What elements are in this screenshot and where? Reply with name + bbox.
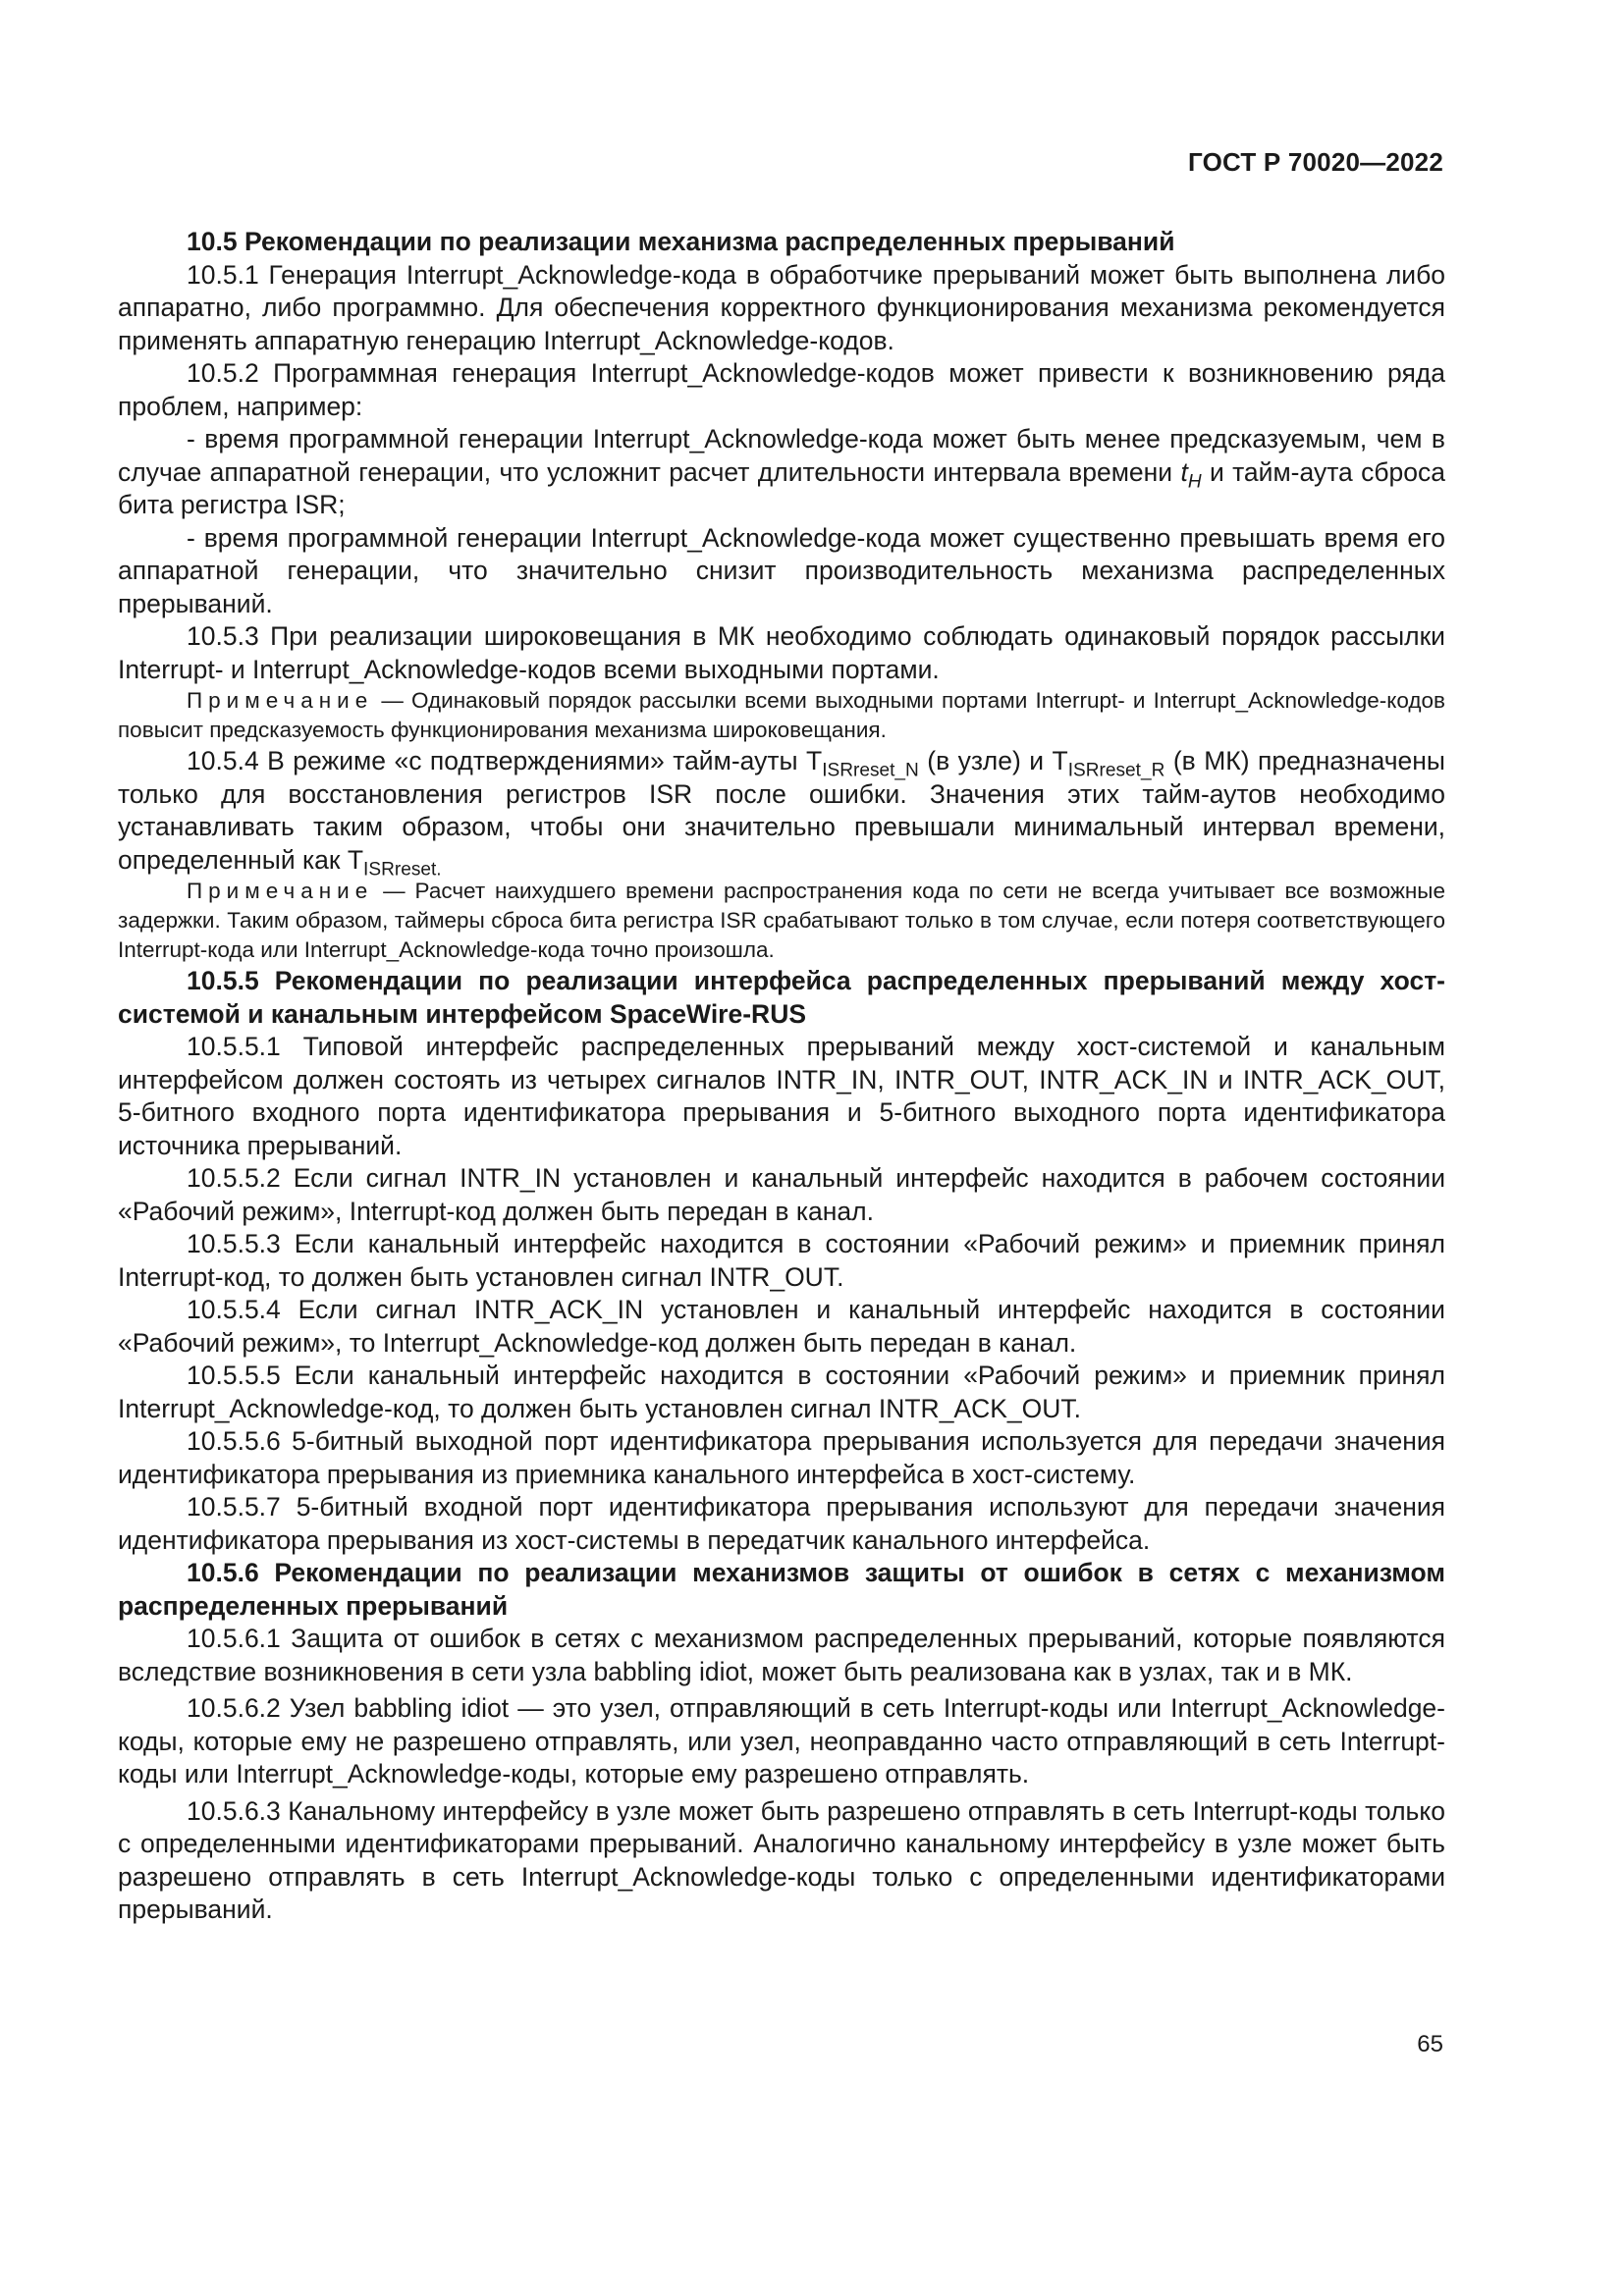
- paragraph-10-5-2: 10.5.2 Программная генерация Interrupt_Acknowledge-кодов может привести к возникновению ряда проблем, например:: [118, 358, 1445, 421]
- paragraph-10-5-5-2: 10.5.5.2 Если сигнал INTR_IN установлен и канальный интерфейс находится в рабочем состоянии «Рабочий режим», Interrupt-код должен быть передан в канал.: [118, 1163, 1445, 1226]
- document-body: [118, 226, 1445, 1927]
- section-title-10-5-6: 10.5.6 Рекомендации по реализации механизмов защиты от ошибок в сетях с механизмом распределенных прерываний: [118, 1558, 1445, 1621]
- note-label: Примечание: [187, 688, 374, 713]
- paragraph-10-5-6-1: 10.5.6.1 Защита от ошибок в сетях с механизмом распределенных прерываний, которые появляются вследствие возникновения в сети узла babbling idiot, может быть реализована как в узлах, так и в МК.: [118, 1624, 1445, 1686]
- paragraph-10-5-5-3: 10.5.5.3 Если канальный интерфейс находится в состоянии «Рабочий режим» и приемник принял Interrupt-код, то должен быть установлен сигнал INTR_OUT.: [118, 1229, 1445, 1292]
- list-item-10-5-2-2: - время программной генерации Interrupt_Acknowledge-кода может существенно превышать время его аппаратной генерации, что значительно снизит производительность механизма распределенных прерываний.: [118, 522, 1445, 618]
- list-item-10-5-2-1: - время программной генерации Interrupt_Acknowledge-кода может быть менее предсказуемым, чем в случае аппаратной генерации, что усложнит расчет длительности интервала времени $t_H$ и тайм-аута сброса бита регистра ISR;: [118, 424, 1445, 519]
- note-label: Примечание: [187, 879, 374, 903]
- page-number: 65: [1417, 2031, 1443, 2057]
- section-title-10-5: 10.5 Рекомендации по реализации механизма распределенных прерываний: [187, 227, 1175, 256]
- paragraph-10-5-6-2: 10.5.6.2 Узел babbling idiot — это узел, отправляющий в сеть Interrupt-коды или Interrupt_Acknowledge-коды, которые ему не разрешено отправлять, или узел, неоправданно часто отправляющий в сеть Interrupt-коды или Interrupt_Acknowledge-коды, которые ему разрешено отправлять.: [118, 1693, 1445, 1789]
- document-header: ГОСТ Р 70020—2022: [1188, 147, 1443, 177]
- note-2: Примечание — Расчет наихудшего времени распространения кода по сети не всегда учитывает все возможные задержки. Таким образом, таймеры сброса бита регистра ISR срабатывают только в том случае, если потеря соответствующего Interrupt-кода или Interrupt_Acknowledge-кода точно произошла.: [118, 879, 1445, 962]
- paragraph-10-5-5-1: 10.5.5.1 Типовой интерфейс распределенных прерываний между хост-системой и канальным интерфейсом должен состоять из четырех сигналов INTR_IN, INTR_OUT, INTR_ACK_IN и INTR_ACK_OUT, 5-битного входного порта идентификатора прерывания и 5-битного выходного порта идентификатора источника прерываний.: [118, 1032, 1445, 1160]
- paragraph-10-5-5-6: 10.5.5.6 5-битный выходной порт идентификатора прерывания используется для передачи значения идентификатора прерывания из приемника канального интерфейса в хост-систему.: [118, 1426, 1445, 1489]
- paragraph-10-5-5-7: 10.5.5.7 5-битный входной порт идентификатора прерывания используют для передачи значения идентификатора прерывания из хост-системы в передатчик канального интерфейса.: [118, 1492, 1445, 1555]
- paragraph-10-5-6-3: 10.5.6.3 Канальному интерфейсу в узле может быть разрешено отправлять в сеть Interrupt-коды только с определенными идентификаторами прерываний. Аналогично канальному интерфейсу в узле может быть разрешено отправлять в сеть Interrupt_Acknowledge-коды только с определенными идентификаторами прерываний.: [118, 1795, 1445, 1924]
- paragraph-10-5-4: 10.5.4 В режиме «с подтверждениями» тайм-ауты $T_{ISRreset\_N}$ (в узле) и $T_{ISRreset\_R}$ (в МК) предназначены только для восстановления регистров ISR после ошибки. Значения этих тайм-аутов необходимо устанавливать таким образом, чтобы они значительно превышали минимальный интервал времени, определенный как $T_{ISRreset.}$: [118, 746, 1445, 881]
- paragraph-10-5-5-4: 10.5.5.4 Если сигнал INTR_ACK_IN установлен и канальный интерфейс находится в состоянии «Рабочий режим», то Interrupt_Acknowledge-код должен быть передан в канал.: [118, 1295, 1445, 1358]
- section-title-10-5-5: 10.5.5 Рекомендации по реализации интерфейса распределенных прерываний между хост-системой и канальным интерфейсом SpaceWire-RUS: [118, 966, 1445, 1029]
- paragraph-10-5-1: 10.5.1 Генерация Interrupt_Acknowledge-кода в обработчике прерываний может быть выполнена либо аппаратно, либо программно. Для обеспечения корректного функционирования механизма рекомендуется применять аппаратную генерацию Interrupt_Acknowledge-кодов.: [118, 259, 1445, 355]
- note-1: Примечание — Одинаковый порядок рассылки всеми выходными портами Interrupt- и Interrupt_Acknowledge-кодов повысит предсказуемость функционирования механизма широковещания.: [118, 688, 1445, 742]
- paragraph-10-5-5-5: 10.5.5.5 Если канальный интерфейс находится в состоянии «Рабочий режим» и приемник принял Interrupt_Acknowledge-код, то должен быть установлен сигнал INTR_ACK_OUT.: [118, 1361, 1445, 1423]
- paragraph-10-5-3: 10.5.3 При реализации широковещания в МК необходимо соблюдать одинаковый порядок рассылки Interrupt- и Interrupt_Acknowledge-кодов всеми выходными портами.: [118, 621, 1445, 684]
